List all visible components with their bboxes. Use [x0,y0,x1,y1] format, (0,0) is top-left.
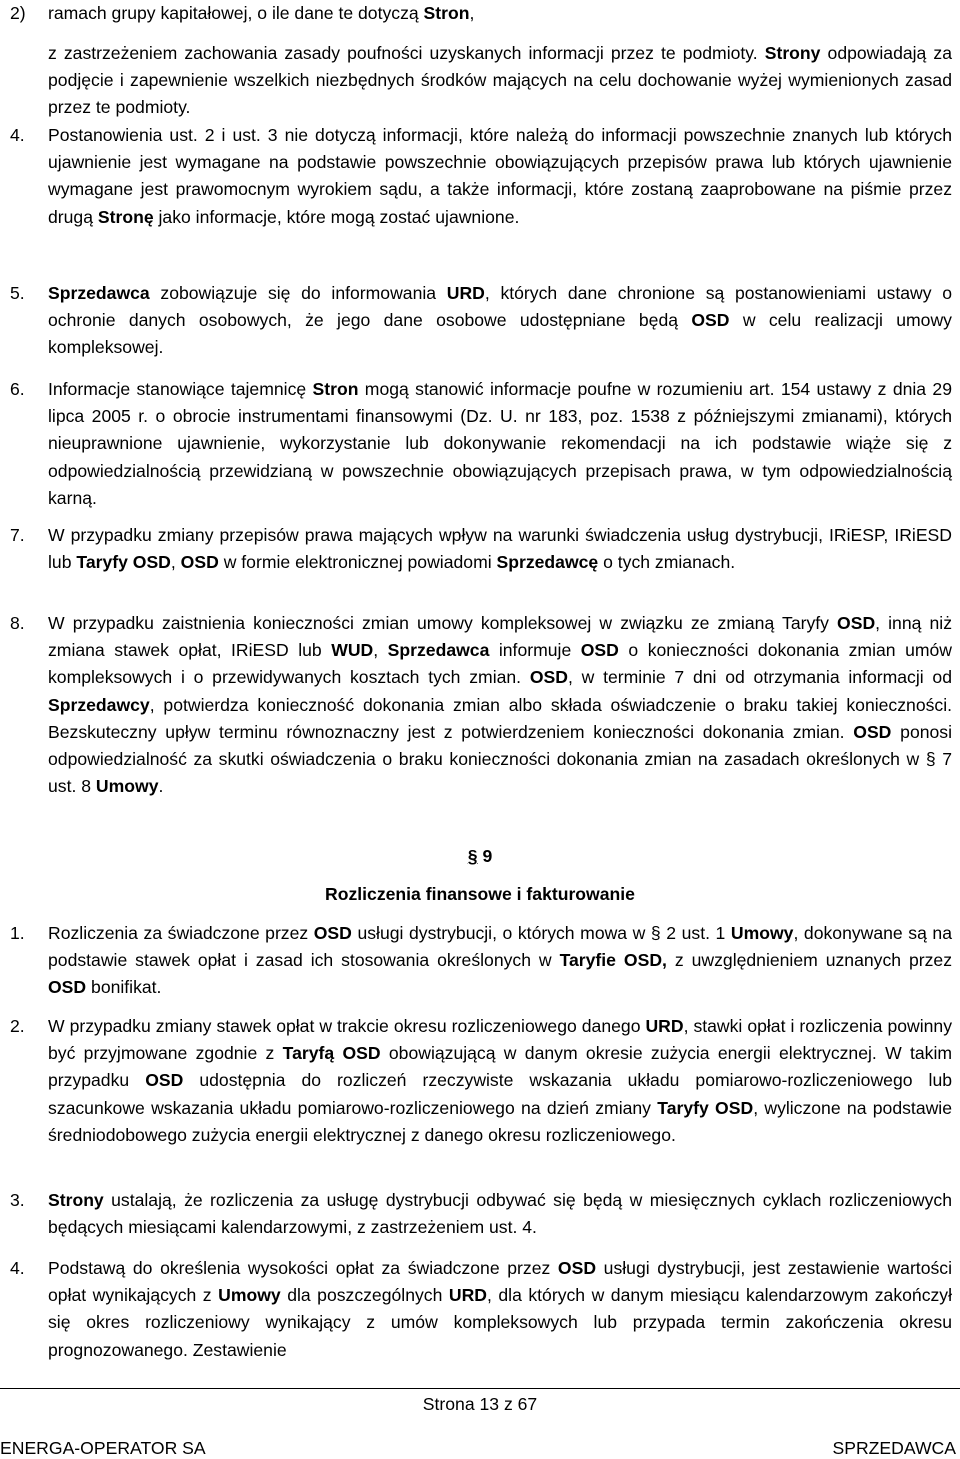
paragraph-pcont [48,40,952,122]
paragraph-text: Sprzedawca zobowiązuje się do informowania URD, których dane chronione są postanowieniami ustawy o ochronie danych osobowych, że jego dane osobowe udostępniane będą OSD w celu realizacji umowy kompleksowej. [48,283,952,358]
section-number: 9 [482,846,493,866]
paragraph-number: 1. [10,923,25,943]
paragraph-number: 2) [10,3,26,23]
paragraph-number: 4. [10,1258,25,1278]
paragraph-q3 [10,1187,952,1241]
paragraph-text: ramach grupy kapitałowej, o ile dane te dotyczą Stron, [48,3,475,23]
page-number: Strona 13 z 67 [422,1394,538,1414]
paragraph-q1 [10,920,952,1002]
paragraph-text: W przypadku zmiany przepisów prawa mających wpływ na warunki świadczenia usług dystrybucji, IRiESP, IRiESD lub Taryfy OSD, OSD w formie elektronicznej powiadomi Sprzedawcę o tych zmianach. [48,525,952,573]
paragraph-number: 7. [10,525,25,545]
paragraph-text: Podstawą do określenia wysokości opłat za świadczone przez OSD usługi dystrybucji, jest zestawienie wartości opłat wynikających z Umowy dla poszczególnych URD, dla których w danym miesiącu kalendarzowym zakończył się okres rozliczeniowy wynikający z umów kompleksowych lub przypada termin zakończenia okresu prognozowanego. Zestawienie [48,1258,953,1360]
footer-party: SPRZEDAWCA [832,1438,956,1458]
paragraph-number: 4. [10,125,25,145]
paragraph-p8 [10,610,952,800]
paragraph-number: 2. [10,1016,25,1036]
paragraph-text: Strony ustalają, że rozliczenia za usługę dystrybucji odbywać się będą w miesięcznych cyklach rozliczeniowych będących miesiącami kalendarzowymi, z zastrzeżeniem ust. 4. [48,1190,952,1238]
paragraph-text: Rozliczenia za świadczone przez OSD usługi dystrybucji, o których mowa w § 2 ust. 1 Umowy, dokonywane są na podstawie stawek opłat i zasad ich stosowania określonych w Taryfie OSD, z uwzględnieniem uznanych przez OSD bonifikat. [48,923,953,998]
paragraph-text: W przypadku zmiany stawek opłat w trakcie okresu rozliczeniowego danego URD, stawki opłat i rozliczenia powinny być przyjmowane zgodnie z Taryfą OSD obowiązującą w danym okresie zużycia energii elektrycznej. W takim przypadku OSD udostępnia do rozliczeń rzeczywiste wskazania układu pomiarowo-rozliczeniowego lub szacunkowe wskazania układu pomiarowo-rozliczeniowego na dzień zmiany Taryfy OSD, wyliczone na podstawie średniodobowego zużycia energii elektrycznej z danego okresu rozliczeniowego. [48,1016,953,1145]
paragraph-text: Informacje stanowiące tajemnicę Stron mogą stanowić informacje poufne w rozumieniu art. 154 ustawy z dnia 29 lipca 2005 r. o obrocie instrumentami finansowymi (Dz. U. nr 183, poz. 1538 z późniejszymi zmianami), których nieuprawnione ujawnienie, wykorzystanie lub dokonywanie rekomendacji na ich podstawie wiąże się z odpowiedzialnością przewidzianą w powszechnie obowiązujących przepisach prawa, w tym odpowiedzialnością karną. [48,379,952,508]
paragraph-number: 8. [10,613,25,633]
paragraph-text: z zastrzeżeniem zachowania zasady poufności uzyskanych informacji przez te podmioty. Strony odpowiadają za podjęcie i zapewnienie wszelkich niezbędnych środków mających na celu dochowanie wyżej wymienionych zasad przez te podmioty. [48,43,952,118]
footer-company: ENERGA-OPERATOR SA [0,1438,206,1458]
paragraph-number: 5. [10,283,25,303]
paragraph-p4 [10,122,952,231]
paragraph-number: 3. [10,1190,25,1210]
paragraph-p7 [10,522,952,576]
footer-divider [0,1388,960,1389]
paragraph-p2 [10,0,952,27]
section-title: Rozliczenia finansowe i fakturowanie [325,884,635,904]
paragraph-text: Postanowienia ust. 2 i ust. 3 nie dotyczą informacji, które należą do informacji powszechnie znanych lub których ujawnienie jest wymagane na podstawie powszechnie obowiązujących przepisów prawa lub których ujawnienie wymagane jest prawomocnym wyrokiem sądu, a także informacji, które zostaną zaaprobowane na piśmie przez drugą Stronę jako informacje, które mogą zostać ujawnione. [48,125,952,227]
paragraph-q4 [10,1255,952,1364]
section-symbol: § [467,846,478,866]
paragraph-p5 [10,280,952,362]
paragraph-number: 6. [10,379,25,399]
paragraph-p6 [10,376,952,512]
paragraph-q2 [10,1013,952,1149]
paragraph-text: W przypadku zaistnienia konieczności zmian umowy kompleksowej w związku ze zmianą Taryfy OSD, inną niż zmiana stawek opłat, IRiESD lub WUD, Sprzedawca informuje OSD o konieczności dokonania zmian umów kompleksowych i o przewidywanych kosztach tych zmian. OSD, w terminie 7 dni od otrzymania informacji od Sprzedawcy, potwierdza konieczność dokonania zmian albo składa oświadczenie o braku takiej konieczności. Bezskuteczny upływ terminu równoznaczny jest z potwierdzeniem konieczności dokonania zmian. OSD ponosi odpowiedzialność za skutki oświadczenia o braku konieczności dokonania zmian na zasadach określonych w § 7 ust. 8 Umowy. [48,613,953,797]
section-heading [0,843,960,869]
